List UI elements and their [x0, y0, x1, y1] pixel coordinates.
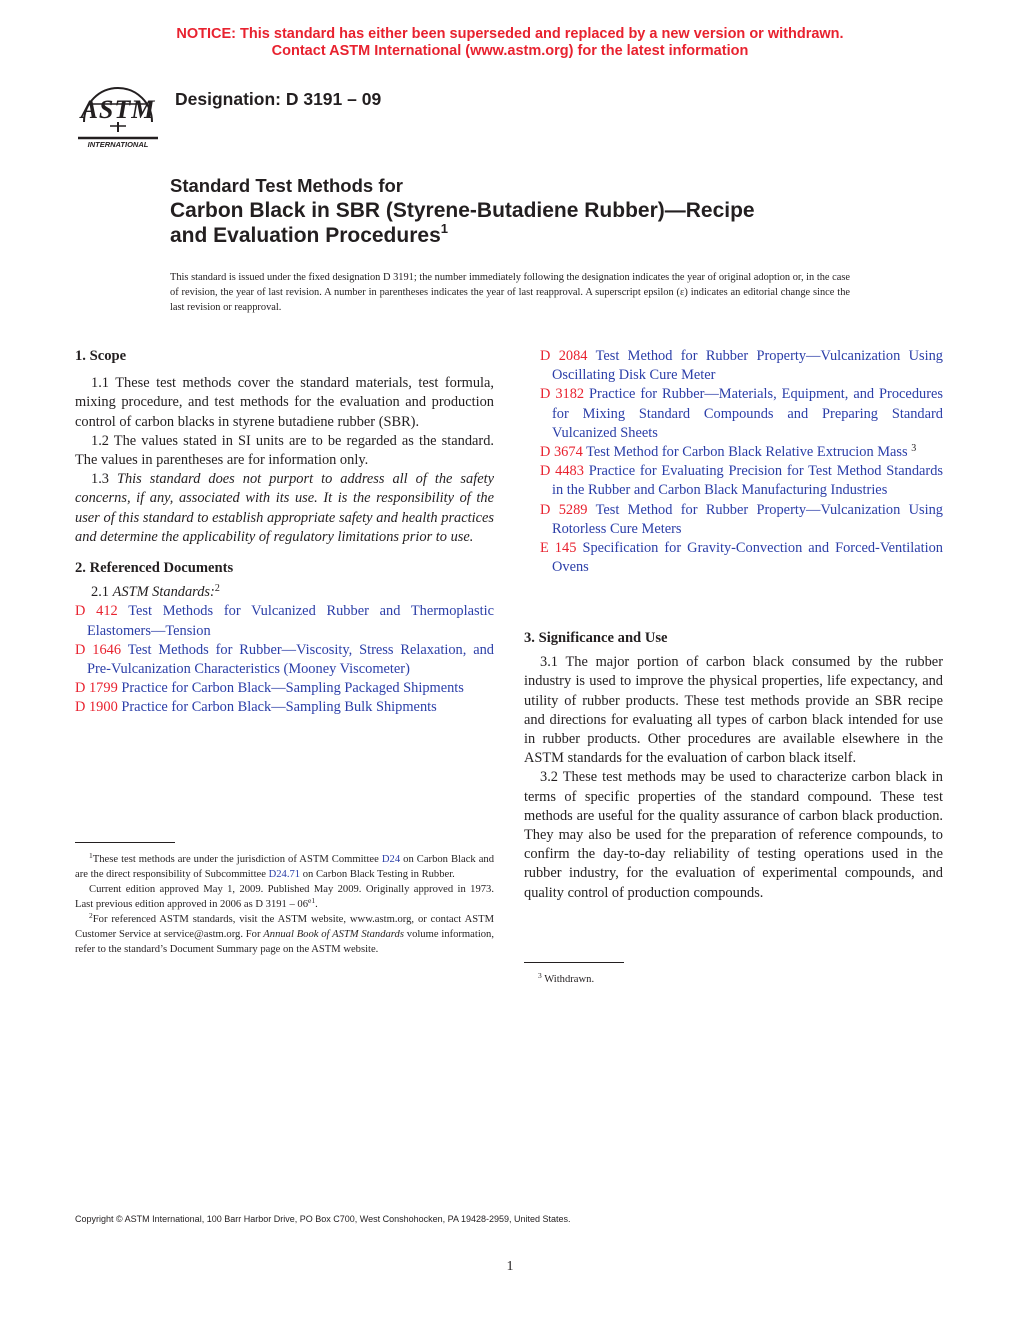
reference-title[interactable]: Practice for Carbon Black—Sampling Bulk Shipments [121, 699, 437, 716]
footnote-2-mark: 2 [89, 911, 93, 920]
designation: Designation: D 3191 – 09 [175, 89, 382, 109]
reference-code[interactable]: E 145 [540, 540, 577, 557]
scope-1-3 [75, 470, 494, 547]
footnote-2-text-b: volume information, refer to the standard’s Document Summary page on the ASTM website. [75, 929, 495, 955]
reference-title[interactable]: Specification for Gravity-Convection and Forced-Ventilation Ovens [552, 540, 943, 576]
edition-end: . [315, 899, 318, 910]
referenced-heading: 2. Referenced Documents [75, 560, 234, 577]
reference-title[interactable]: Practice for Carbon Black—Sampling Packaged Shipments [121, 680, 464, 697]
title-line-3-text: and Evaluation Procedures [170, 224, 441, 247]
significance-heading: 3. Significance and Use [524, 630, 668, 646]
reference-item[interactable] [75, 641, 494, 679]
footnote-1-mark: 1 [89, 851, 93, 860]
footnote-rule-right [524, 962, 624, 963]
reference-item[interactable] [540, 385, 943, 443]
scope-1-2: 1.2 The values stated in SI units are to be regarded as the standard. The values in parentheses are for information only. [75, 432, 494, 469]
issuance-note: This standard is issued under the fixed designation D 3191; the number immediately following the designation indicates the year of original adoption or, in the case of revision, the year of last revision. A number in parentheses indicates the year of last reapproval. A superscript epsilon (ε) indicates an editorial change since the last revision or reapproval. [170, 272, 851, 313]
scope-1-3-text: This standard does not purport to address all of the safety concerns, if any, associated with its use. It is the responsibility of the user of this standard to establish appropriate safety and health practices and determine the applicability of regulatory limitations prior to use. [75, 471, 494, 545]
reference-item[interactable] [75, 698, 494, 717]
footnotes-left [75, 852, 494, 957]
reference-item[interactable] [540, 462, 943, 500]
committee-link[interactable]: D24 [381, 854, 401, 865]
reference-code[interactable]: D 2084 [540, 348, 588, 364]
title-footnote-mark: 1 [440, 221, 448, 236]
right-column [540, 347, 943, 577]
footnote-rule-left [75, 842, 175, 843]
reference-code[interactable]: D 5289 [540, 501, 588, 518]
title-line-2: Carbon Black in SBR (Styrene-Butadiene Rubber)—Recipe [170, 199, 755, 222]
reference-item[interactable] [75, 679, 494, 698]
scope-heading: 1. Scope [75, 348, 127, 364]
reference-title[interactable]: Test Methods for Vulcanized Rubber and Thermoplastic Elastomers—Tension [87, 603, 494, 639]
astm-standards-number: 2.1 [91, 584, 109, 601]
reference-title[interactable]: Test Method for Carbon Black Relative Extrucion Mass [586, 444, 908, 461]
logo-caption: INTERNATIONAL [87, 140, 149, 149]
logo-letters: ASTM [80, 95, 156, 124]
reference-code[interactable]: D 1646 [75, 641, 122, 658]
reference-code[interactable]: D 1799 [75, 680, 118, 697]
reference-item[interactable] [540, 501, 943, 539]
reference-title[interactable]: Practice for Rubber—Materials, Equipment, and Procedures for Mixing Standard Compounds and Preparing Standard Vulcanized Sheets [552, 386, 943, 441]
footnote-1-text-b: on Carbon Black and are the direct responsibility of Subcommittee [75, 854, 495, 880]
reference-title[interactable]: Practice for Evaluating Precision for Test Method Standards in the Rubber and Carbon Black Manufacturing Industries [552, 463, 943, 499]
document-title [170, 173, 870, 248]
footnote-3-text: Withdrawn. [544, 974, 595, 985]
astm-standards-footnote-mark: 2 [214, 583, 220, 595]
reference-list-left [75, 602, 494, 717]
reference-code[interactable]: D 1900 [75, 699, 118, 716]
reference-code[interactable]: D 412 [75, 603, 118, 620]
significance-3-2: 3.2 These test methods may be used to characterize carbon black in terms of specific properties of the standard compound. These test methods are useful for the quality assurance of carbon black production. They may also be used for the preparation of reference compounds, to confirm the day-to-day reliability of testing operations used in the rubber industry, for the evaluation of experimental compounds, and quality control of production compounds. [524, 769, 943, 901]
footnote-2-text-a: For referenced ASTM standards, visit the ASTM website, www.astm.org, or contact ASTM Customer Service at service@astm.org. For [75, 914, 494, 940]
notice-line-2: Contact ASTM International (www.astm.org) for the latest information [271, 43, 749, 59]
subcommittee-link[interactable]: D24.71 [268, 869, 301, 880]
reference-code[interactable]: D 4483 [540, 463, 584, 480]
reference-code[interactable]: D 3674 [540, 444, 583, 461]
reference-item[interactable] [540, 443, 943, 462]
astm-logo [74, 74, 162, 154]
scope-1-1: 1.1 These test methods cover the standard materials, test formula, mixing procedure, and test methods for the evaluation and production control of carbon blacks in styrene butadiene rubber (SBR). [75, 375, 494, 430]
title-line-3 [170, 223, 870, 248]
reference-item[interactable] [540, 347, 943, 385]
reference-footnote-mark: 3 [911, 443, 917, 455]
edition-epsilon: e1 [308, 896, 316, 905]
footnote-3 [524, 972, 943, 987]
footnote-1 [75, 852, 494, 882]
astm-logo-mark [74, 74, 162, 154]
edition-text: Current edition approved May 1, 2009. Published May 2009. Originally approved in 1973. Last previous edition approved in 2006 as D 3191 – 06 [75, 884, 494, 910]
reference-title[interactable]: Test Method for Rubber Property—Vulcanization Using Oscillating Disk Cure Meter [552, 348, 943, 384]
reference-item[interactable] [540, 539, 943, 577]
reference-code[interactable]: D 3182 [540, 386, 585, 403]
supersession-notice [0, 26, 1020, 60]
footnote-1-text-a: These test methods are under the jurisdiction of ASTM Committee [92, 854, 379, 865]
reference-title[interactable]: Test Methods for Rubber—Viscosity, Stress Relaxation, and Pre-Vulcanization Characteristics (Mooney Viscometer) [87, 641, 494, 678]
edition-note [75, 882, 494, 912]
footnotes-right [524, 972, 943, 987]
significance-3-1: 3.1 The major portion of carbon black consumed by the rubber industry is used to improve the physical properties, life expectancy, and utility of rubber products. These test methods provide an SBR recipe and directions for evaluating all types of carbon black intended for use in rubber products. Other procedures are available elsewhere in the ASTM standards for the evaluation of carbon black itself. [524, 654, 943, 767]
copyright: Copyright © ASTM International, 100 Barr Harbor Drive, PO Box C700, West Conshohocken, PA 19428-2959, United States. [75, 1214, 571, 1224]
astm-standards-label [75, 583, 494, 602]
reference-list-right [540, 347, 943, 577]
footnote-2-italic: Annual Book of ASTM Standards [263, 929, 404, 940]
reference-title[interactable]: Test Method for Rubber Property—Vulcanization Using Rotorless Cure Meters [552, 501, 943, 537]
footnote-2 [75, 912, 494, 957]
scope-1-3-number: 1.3 [91, 471, 109, 488]
significance-section [524, 629, 943, 903]
footnote-1-text-c: on Carbon Black Testing in Rubber. [302, 869, 455, 880]
footnote-3-mark: 3 [538, 971, 542, 980]
title-line-1: Standard Test Methods for [170, 175, 403, 196]
astm-standards-text: ASTM Standards: [112, 584, 215, 601]
notice-line-1: NOTICE: This standard has either been superseded and replaced by a new version or withdrawn. [176, 26, 844, 42]
left-column [75, 347, 494, 718]
page-number: 1 [506, 1259, 514, 1274]
reference-item[interactable] [75, 602, 494, 640]
